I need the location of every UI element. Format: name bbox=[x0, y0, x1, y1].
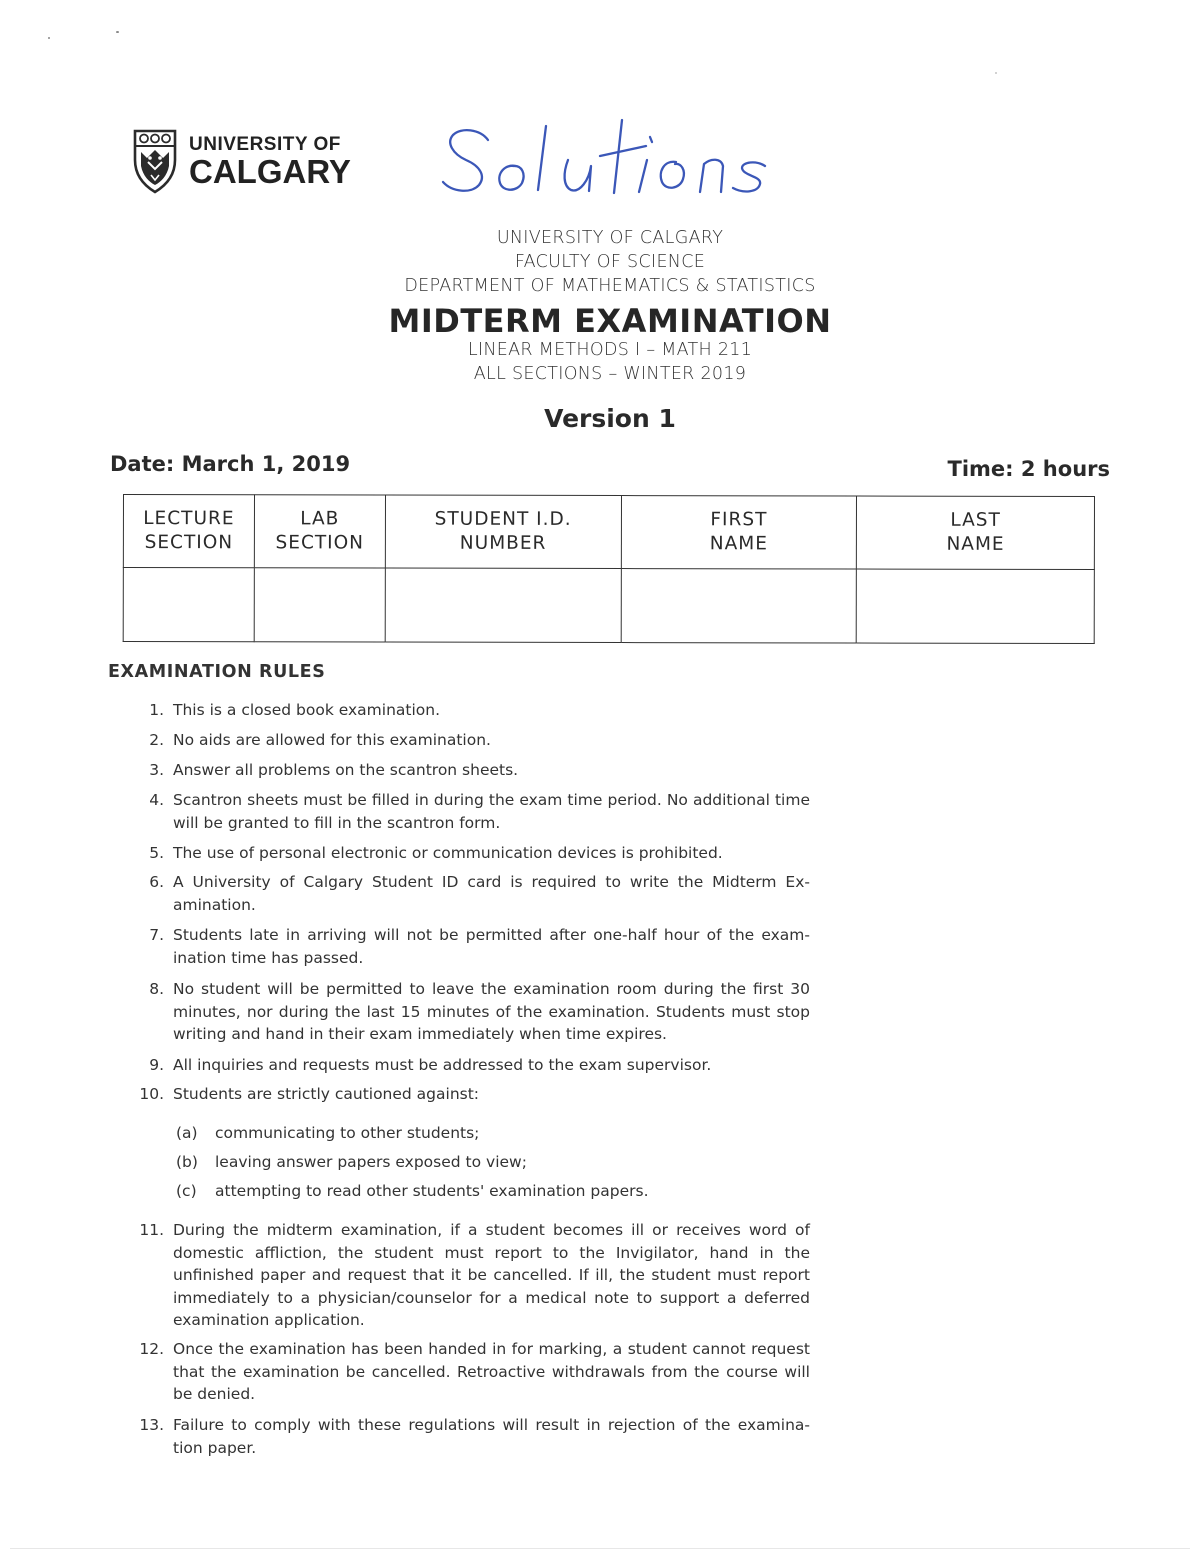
rule-number: 11. bbox=[139, 1221, 164, 1239]
lecture-section-header: LECTURE SECTION bbox=[123, 495, 254, 568]
rule-number: 1. bbox=[149, 701, 164, 719]
subrule-label: (a) bbox=[176, 1124, 198, 1142]
rule-item bbox=[120, 699, 810, 722]
scan-page-edge bbox=[10, 1548, 1190, 1549]
rule-number: 13. bbox=[139, 1416, 164, 1434]
rule-text: Answer all problems on the scantron sheets. bbox=[173, 761, 519, 779]
rule-item bbox=[120, 1054, 810, 1077]
header-university: UNIVERSITY OF CALGARY bbox=[496, 228, 724, 248]
rule-item bbox=[120, 978, 810, 1046]
exam-version: Version 1 bbox=[544, 404, 676, 433]
exam-duration: Time: 2 hours bbox=[947, 457, 1110, 481]
rule-number: 3. bbox=[149, 761, 164, 779]
last-name-header: LAST NAME bbox=[857, 496, 1095, 569]
subrule-label: (c) bbox=[176, 1182, 197, 1200]
rule-number: 5. bbox=[149, 844, 164, 862]
student-id-header: STUDENT I.D. NUMBER bbox=[385, 495, 621, 568]
rule-item bbox=[120, 871, 810, 916]
subrule-item bbox=[176, 1180, 649, 1202]
rule-item bbox=[120, 1219, 810, 1332]
rule-item bbox=[120, 1414, 810, 1459]
lab-section-header: LAB SECTION bbox=[254, 495, 385, 568]
rule-text: A University of Calgary Student ID card is required to write the Midterm Ex-amination. bbox=[173, 873, 810, 914]
rule-text: No student will be permitted to leave the examination room during the first 30 minutes, nor during the last 15 minutes of the examination. Students must stop writing and hand in their exam immediately when time expires. bbox=[173, 980, 810, 1043]
rule-item bbox=[120, 842, 810, 865]
rule-number: 4. bbox=[149, 791, 164, 809]
rule-text: This is a closed book examination. bbox=[173, 701, 441, 719]
course-name: LINEAR METHODS I – MATH 211 bbox=[467, 340, 753, 360]
logo-line-1: UNIVERSITY OF bbox=[189, 133, 341, 155]
rule-text: Scantron sheets must be filled in during the exam time period. No additional time will be granted to fill in the scantron form. bbox=[173, 791, 810, 832]
rule-number: 6. bbox=[149, 873, 164, 891]
rule-text: The use of personal electronic or communication devices is prohibited. bbox=[173, 844, 723, 862]
rule-text: All inquiries and requests must be addressed to the exam supervisor. bbox=[173, 1056, 712, 1074]
rule-item bbox=[120, 729, 810, 752]
subrule-item bbox=[176, 1151, 527, 1173]
rule-text: During the midterm examination, if a student becomes ill or receives word of domestic affliction, the student must report to the Invigilator, hand in the unfinished paper and request that it be cancelled. If ill, the student must report immediately to a physician/counselor for a medical note to support a deferred examination application. bbox=[173, 1221, 810, 1329]
rule-item bbox=[120, 759, 810, 782]
subrule-text: communicating to other students; bbox=[215, 1124, 480, 1142]
exam-sections: ALL SECTIONS – WINTER 2019 bbox=[473, 364, 747, 384]
first-name-header: FIRST NAME bbox=[621, 496, 857, 569]
subrule-item bbox=[176, 1122, 479, 1144]
rule-text: Failure to comply with these regulations will result in rejection of the examina-tion paper. bbox=[173, 1416, 810, 1457]
rule-item bbox=[120, 1083, 810, 1106]
subrule-text: leaving answer papers exposed to view; bbox=[215, 1153, 527, 1171]
rule-number: 12. bbox=[139, 1340, 164, 1358]
rule-item bbox=[120, 924, 810, 969]
rule-number: 2. bbox=[149, 731, 164, 749]
rule-text: No aids are allowed for this examination. bbox=[173, 731, 491, 749]
rules-heading: EXAMINATION RULES bbox=[108, 662, 326, 682]
rule-item bbox=[120, 1338, 810, 1406]
rule-text: Students are strictly cautioned against: bbox=[173, 1085, 480, 1103]
rule-text: Students late in arriving will not be permitted after one-half hour of the exam-ination time has passed. bbox=[173, 926, 810, 967]
logo-line-2: CALGARY bbox=[189, 152, 351, 190]
header-faculty: FACULTY OF SCIENCE bbox=[514, 252, 706, 272]
rule-number: 7. bbox=[149, 926, 164, 944]
rule-text: Once the examination has been handed in for marking, a student cannot request that the examination be cancelled. Retroactive withdrawals from the course will be denied. bbox=[173, 1340, 810, 1403]
rule-number: 10. bbox=[139, 1085, 164, 1103]
exam-date: Date: March 1, 2019 bbox=[110, 452, 351, 476]
rule-number: 8. bbox=[149, 980, 164, 998]
subrule-label: (b) bbox=[176, 1153, 198, 1171]
subrule-text: attempting to read other students' examination papers. bbox=[215, 1182, 649, 1200]
exam-title: MIDTERM EXAMINATION bbox=[388, 302, 832, 340]
rule-number: 9. bbox=[149, 1056, 164, 1074]
rule-item bbox=[120, 789, 810, 834]
header-department: DEPARTMENT OF MATHEMATICS & STATISTICS bbox=[404, 276, 816, 296]
